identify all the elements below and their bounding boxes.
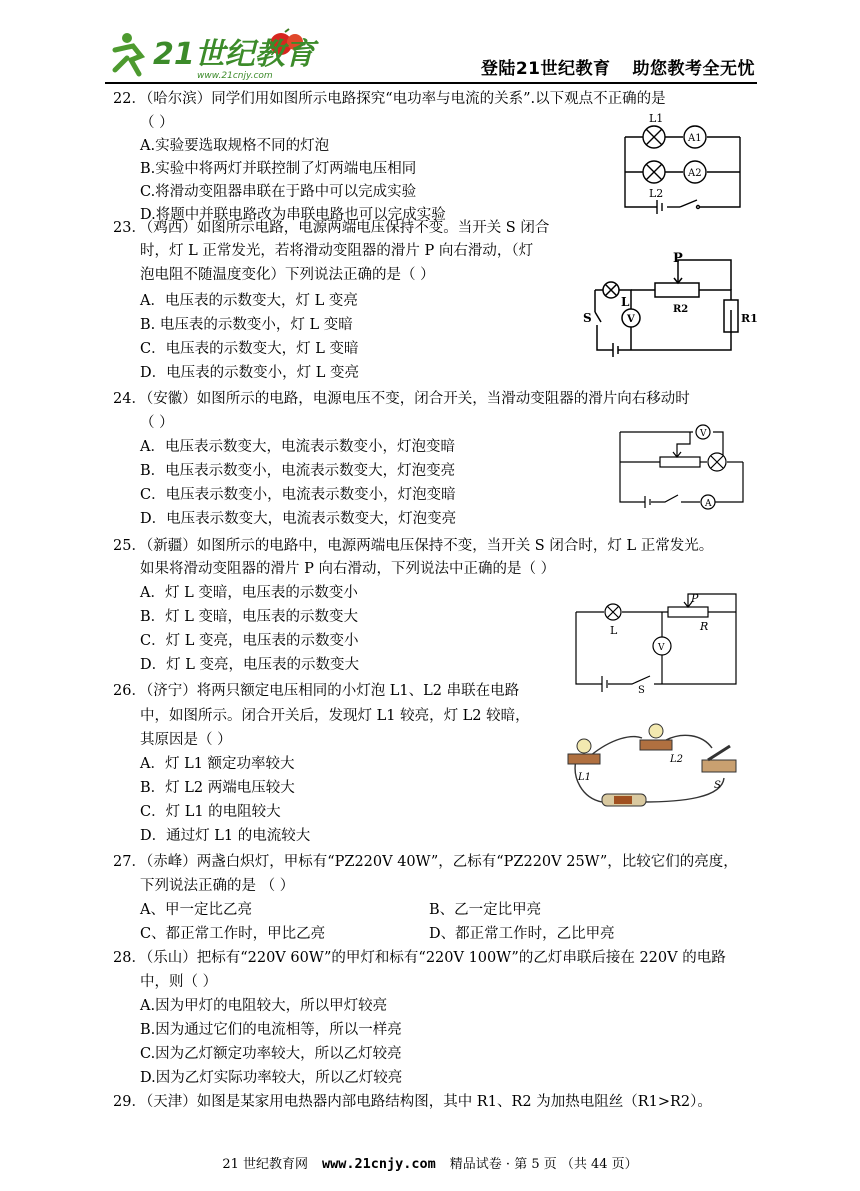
- question-28-stem-1: 28．（乐山）把标有“220V 60W”的甲灯和标有“220V 100W”的乙灯串联后接在 220V 的电路: [113, 950, 726, 966]
- label-L1: L1: [578, 772, 592, 783]
- page-footer: [0, 1153, 860, 1172]
- voltmeter-label: V: [658, 643, 665, 653]
- question-25-option-b: B．灯 L 变暗，电压表的示数变大: [140, 609, 359, 625]
- question-26-option-a: A．灯 L1 额定功率较大: [140, 756, 295, 772]
- ammeter-A1-label: A1: [688, 133, 702, 144]
- label-S: S: [638, 685, 645, 696]
- switch-icon: [702, 746, 736, 772]
- question-28-stem-2: 中，则（ ）: [140, 974, 218, 990]
- label-L: L: [610, 624, 618, 637]
- question-26-circuit-photo: [562, 718, 742, 810]
- question-25-option-d: D．灯 L 变亮，电压表的示数变大: [140, 657, 359, 673]
- question-25-stem-2: 如果将滑动变阻器的滑片 P 向右滑动，下列说法中正确的是（ ）: [140, 561, 556, 577]
- question-25-circuit-diagram: [570, 590, 745, 695]
- question-26-stem-1: 26．（济宁）将两只额定电压相同的小灯泡 L1、L2 串联在电路: [113, 683, 520, 699]
- label-R1: R1: [741, 312, 758, 325]
- question-28-option-b: B.因为通过它们的电流相等，所以一样亮: [140, 1022, 402, 1038]
- label-L2: L2: [670, 754, 684, 765]
- question-26-stem-3: 其原因是（ ）: [140, 732, 232, 748]
- question-23-option-a: A．电压表的示数变大，灯 L 变亮: [140, 293, 358, 309]
- question-25-option-a: A．灯 L 变暗，电压表的示数变小: [140, 585, 358, 601]
- question-22-option-d: D.将题中并联电路改为串联电路也可以完成实验: [140, 207, 446, 223]
- question-24-option-b: B．电压表示数变小，电流表示数变大，灯泡变亮: [140, 463, 456, 479]
- label-S: S: [714, 780, 721, 791]
- label-L: L: [621, 295, 630, 309]
- question-25-stem-1: 25．（新疆）如图所示的电路中，电源两端电压保持不变，当开关 S 闭合时，灯 L 正常发光。: [113, 538, 714, 554]
- question-24-stem: 24．（安徽）如图所示的电路，电源电压不变，闭合开关，当滑动变阻器的滑片向右移动时: [113, 391, 690, 407]
- question-23-option-c: C．电压表的示数变大，灯 L 变暗: [140, 341, 359, 357]
- question-27-stem-2: 下列说法正确的是 （ ）: [140, 878, 295, 894]
- battery-icon: [602, 794, 646, 806]
- question-27-option-c: C、都正常工作时，甲比乙亮: [140, 926, 326, 942]
- question-29-stem: 29．（天津）如图是某家用电热器内部电路结构图，其中 R1、R2 为加热电阻丝（R1>R2）。: [113, 1094, 712, 1110]
- question-22-option-a: A.实验要选取规格不同的灯泡: [140, 138, 330, 154]
- label-S: S: [583, 311, 592, 325]
- question-23-circuit-diagram: [583, 250, 758, 360]
- question-27-option-d: D、都正常工作时，乙比甲亮: [429, 926, 615, 942]
- footer-url[interactable]: www.21cnjy.com: [322, 1156, 436, 1172]
- label-L2: L2: [649, 187, 664, 200]
- ammeter-A2-label: A2: [688, 168, 702, 179]
- question-28-option-a: A.因为甲灯的电阻较大，所以甲灯较亮: [140, 998, 388, 1014]
- question-28-option-d: D.因为乙灯实际功率较大，所以乙灯较亮: [140, 1070, 403, 1086]
- question-28-option-c: C.因为乙灯额定功率较大，所以乙灯较亮: [140, 1046, 402, 1062]
- question-26-option-c: C．灯 L1 的电阻较大: [140, 804, 281, 820]
- label-L1: L1: [649, 112, 664, 125]
- footer-page-info: 精品试卷 · 第 5 页 （共 44 页）: [449, 1157, 638, 1172]
- slogan-right: 助您教考全无忧: [632, 59, 755, 79]
- question-22-circuit-diagram: [605, 112, 750, 217]
- voltmeter-label: V: [627, 314, 635, 325]
- question-23-option-b: B. 电压表的示数变小，灯 L 变暗: [140, 317, 353, 333]
- question-24-option-a: A．电压表示数变大，电流表示数变小，灯泡变暗: [140, 439, 455, 455]
- slogan-left: 登陆21世纪教育: [480, 59, 611, 79]
- question-23-stem-3: 泡电阻不随温度变化）下列说法正确的是（ ）: [140, 267, 435, 283]
- ammeter-label: A: [705, 499, 712, 509]
- label-R: R: [700, 620, 709, 633]
- question-24-option-c: C．电压表示数变小，电流表示数变小，灯泡变暗: [140, 487, 456, 503]
- header-divider: [105, 82, 757, 84]
- question-26-option-d: D．通过灯 L1 的电流较大: [140, 828, 311, 844]
- question-27-stem-1: 27．（赤峰）两盏白炽灯，甲标有“PZ220V 40W”，乙标有“PZ220V 25W”，比较它们的亮度，: [113, 854, 738, 870]
- question-23-option-d: D．电压表的示数变小，灯 L 变亮: [140, 365, 359, 381]
- page-header: [105, 28, 757, 84]
- label-P: P: [673, 251, 683, 266]
- question-26-option-b: B．灯 L2 两端电压较大: [140, 780, 295, 796]
- bulb-L2-icon: [640, 724, 672, 750]
- question-27-option-a: A、甲一定比乙亮: [140, 902, 252, 918]
- question-22-option-c: C.将滑动变阻器串联在于路中可以完成实验: [140, 184, 417, 200]
- site-logo[interactable]: [105, 28, 315, 84]
- question-24-option-d: D．电压表示数变大，电流表示数变大，灯泡变亮: [140, 511, 457, 527]
- voltmeter-label: V: [700, 429, 707, 439]
- header-slogan: [459, 54, 755, 79]
- label-P: P: [691, 592, 699, 605]
- question-23-stem-2: 时，灯 L 正常发光，若将滑动变阻器的滑片 P 向右滑动，（灯: [140, 243, 534, 259]
- footer-site-name: 21 世纪教育网: [222, 1157, 308, 1172]
- question-24-bracket: （ ）: [140, 415, 174, 431]
- question-27-option-b: B、乙一定比甲亮: [429, 902, 542, 918]
- question-26-stem-2: 中，如图所示。闭合开关后，发现灯 L1 较亮，灯 L2 较暗，: [140, 708, 530, 724]
- question-24-circuit-diagram: [615, 422, 755, 512]
- logo-url-text: www.21cnjy.com: [197, 71, 273, 81]
- question-23-stem-1: 23．（鸡西）如图所示电路，电源两端电压保持不变。当开关 S 闭合: [113, 220, 550, 236]
- question-25-option-c: C．灯 L 变亮，电压表的示数变小: [140, 633, 359, 649]
- running-figure-icon: [115, 33, 141, 74]
- question-22-stem: 22．（哈尔滨）同学们用如图所示电路探究“电功率与电流的关系”.以下观点不正确的是: [113, 91, 666, 107]
- logo-text: 21世纪教育: [153, 37, 315, 72]
- question-22-bracket: （ ）: [140, 115, 174, 131]
- question-22-option-b: B.实验中将两灯并联控制了灯两端电压相同: [140, 161, 417, 177]
- label-R2: R2: [673, 304, 689, 315]
